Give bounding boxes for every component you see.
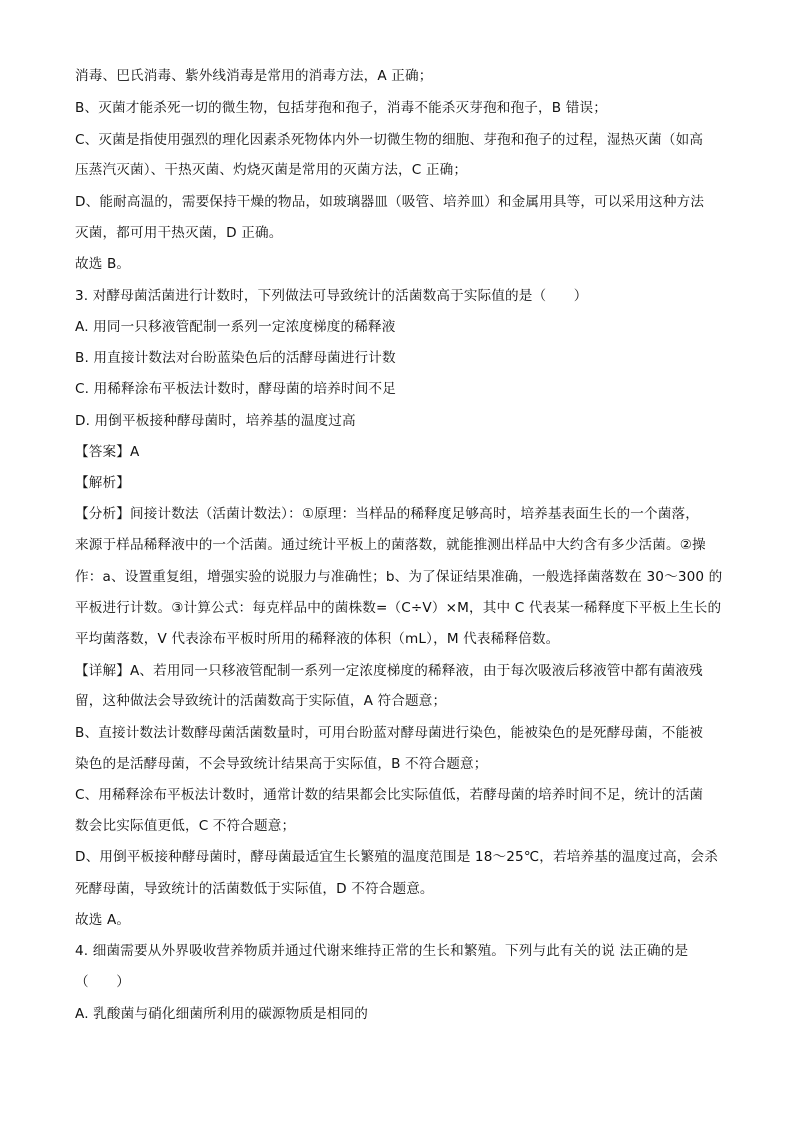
text-line: 数会比实际值更低，C 不符合题意； — [75, 818, 296, 834]
text-line: D、用倒平板接种酵母菌时，酵母菌最适宜生长繁殖的温度范围是 18～25℃，若培养基的温度过高，会杀 — [75, 849, 718, 865]
answer-label: 【答案】A — [75, 444, 140, 460]
text-line: 灭菌，都可用干热灭菌，D 正确。 — [75, 225, 283, 241]
question-stem: 4. 细菌需要从外界吸收营养物质并通过代谢来维持正常的生长和繁殖。下列与此有关的说 法正确的是 — [75, 943, 689, 959]
text-line: 来源于样品稀释液中的一个活菌。通过统计平板上的菌落数，就能推测出样品中大约含有多少活菌。②操 — [75, 537, 706, 553]
text-line: 【分析】间接计数法（活菌计数法）：①原理：当样品的稀释度足够高时，培养基表面生长的一个菌落， — [75, 506, 700, 522]
text-line: 平板进行计数。③计算公式：每克样品中的菌株数=（C÷V）×M，其中 C 代表某一稀释度下平板上生长的 — [75, 600, 722, 616]
option-a: A. 乳酸菌与硝化细菌所利用的碳源物质是相同的 — [75, 1006, 369, 1022]
text-line: 平均菌落数，V 代表涂布平板时所用的稀释液的体积（mL），M 代表稀释倍数。 — [75, 631, 560, 647]
analysis-label: 【解析】 — [75, 475, 130, 491]
text-line: B、灭菌才能杀死一切的微生物，包括芽孢和孢子，消毒不能杀灭芽孢和孢子，B 错误； — [75, 100, 607, 116]
question-stem: 3. 对酵母菌活菌进行计数时，下列做法可导致统计的活菌数高于实际值的是（ ） — [75, 288, 588, 304]
text-line: 压蒸汽灭菌）、干热灭菌、灼烧灭菌是常用的灭菌方法，C 正确； — [75, 162, 468, 178]
text-line: 消毒、巴氏消毒、紫外线消毒是常用的消毒方法，A 正确； — [75, 68, 433, 84]
text-line: D、能耐高温的，需要保持干燥的物品，如玻璃器皿（吸管、培养皿）和金属用具等，可以采用这种方法 — [75, 194, 705, 210]
text-line: 故选 B。 — [75, 256, 131, 272]
option-d: D. 用倒平板接种酵母菌时，培养基的温度过高 — [75, 413, 356, 429]
text-line: C、灭菌是指使用强烈的理化因素杀死物体内外一切微生物的细胞、芽孢和孢子的过程，湿热灭菌（如高 — [75, 132, 704, 148]
text-line: 故选 A。 — [75, 912, 131, 928]
option-c: C. 用稀释涂布平板法计数时，酵母菌的培养时间不足 — [75, 381, 396, 397]
text-line: 死酵母菌，导致统计的活菌数低于实际值，D 不符合题意。 — [75, 881, 434, 897]
option-a: A. 用同一只移液管配制一系列一定浓度梯度的稀释液 — [75, 319, 396, 335]
text-line: C、用稀释涂布平板法计数时，通常计数的结果都会比实际值低，若酵母菌的培养时间不足，统计的活菌 — [75, 787, 704, 803]
text-line: B、直接计数法计数酵母菌活菌数量时，可用台盼蓝对酵母菌进行染色，能被染色的是死酵母菌，不能被 — [75, 725, 703, 741]
text-line: 染色的是活酵母菌，不会导致统计结果高于实际值，B 不符合题意； — [75, 756, 488, 772]
text-line: 留，这种做法会导致统计的活菌数高于实际值，A 符合题意； — [75, 693, 447, 709]
option-b: B. 用直接计数法对台盼蓝染色后的活酵母菌进行计数 — [75, 350, 396, 366]
text-line: （ ） — [75, 974, 130, 990]
text-line: 【详解】A、若用同一只移液管配制一系列一定浓度梯度的稀释液，由于每次吸液后移液管中都有菌液残 — [75, 663, 703, 679]
text-line: 作：a、设置重复组，增强实验的说服力与准确性；b、为了保证结果准确，一般选择菌落数在 30～300 的 — [75, 569, 723, 585]
